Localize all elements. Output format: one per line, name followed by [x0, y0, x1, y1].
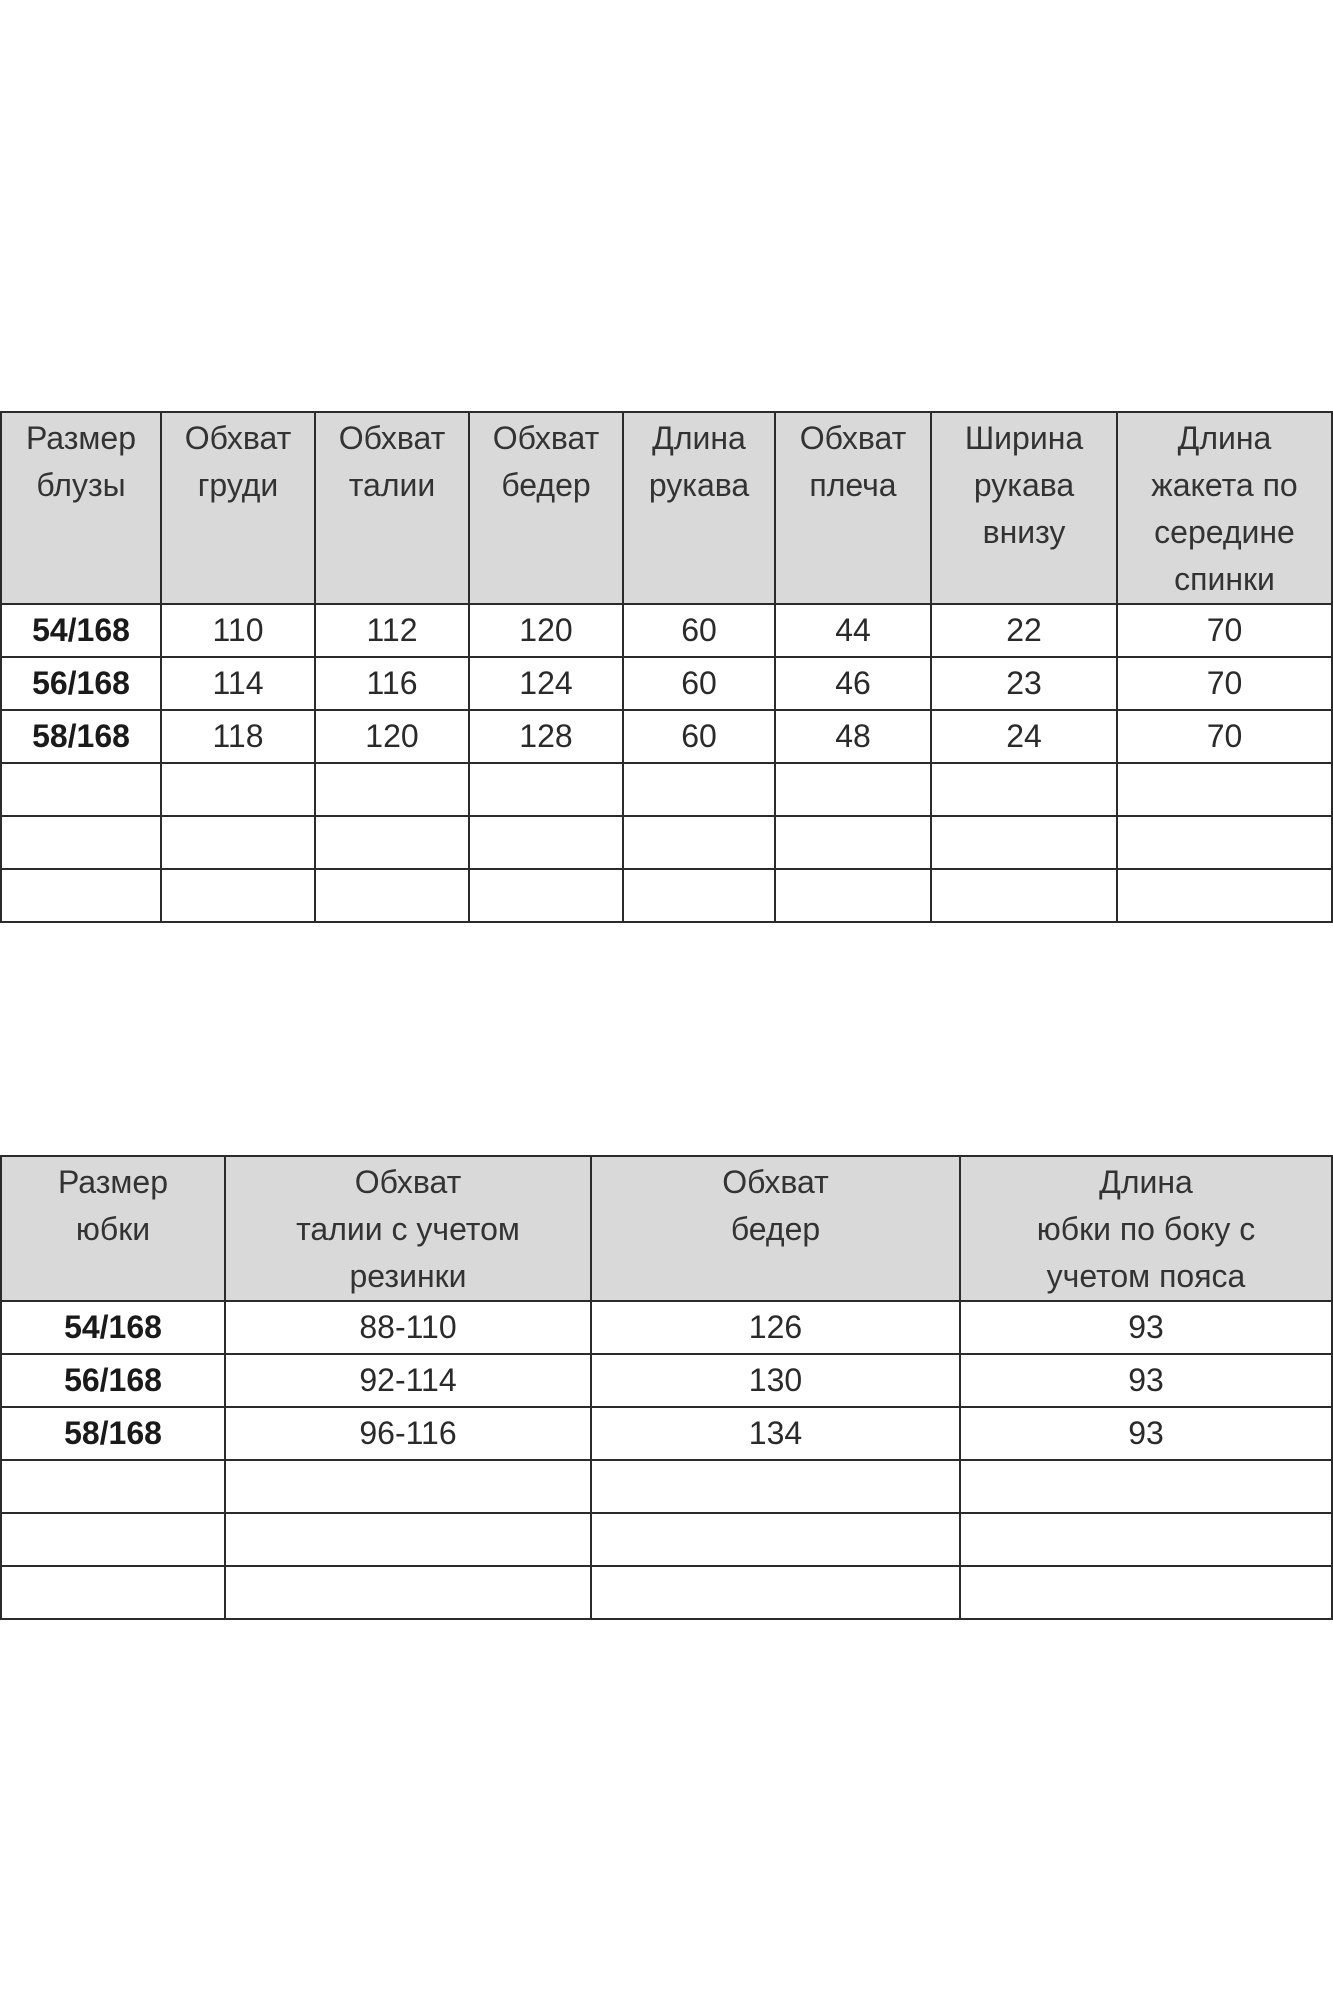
table-cell: 93 — [960, 1354, 1332, 1407]
table-cell: 120 — [315, 710, 469, 763]
header-sleeve-width-bottom: Ширина рукава внизу — [931, 412, 1117, 604]
size-cell — [1, 1566, 225, 1619]
table-cell: 118 — [161, 710, 315, 763]
table-row — [1, 869, 1332, 922]
size-cell: 56/168 — [1, 1354, 225, 1407]
table-cell — [1117, 763, 1332, 816]
size-cell — [1, 816, 161, 869]
table-cell: 93 — [960, 1301, 1332, 1354]
table-cell: 22 — [931, 604, 1117, 657]
table-cell — [775, 763, 931, 816]
table-cell: 92-114 — [225, 1354, 591, 1407]
table-row — [1, 1460, 1332, 1513]
table-cell: 44 — [775, 604, 931, 657]
table-cell — [623, 869, 775, 922]
header-shoulder-girth: Обхват плеча — [775, 412, 931, 604]
header-skirt-hip-girth: Обхват бедер — [591, 1156, 960, 1301]
size-cell — [1, 1513, 225, 1566]
table-cell — [161, 869, 315, 922]
header-skirt-side-length: Длина юбки по боку с учетом пояса — [960, 1156, 1332, 1301]
table-cell — [225, 1460, 591, 1513]
table-cell: 128 — [469, 710, 623, 763]
table-row — [1, 1354, 1332, 1407]
table-cell — [775, 816, 931, 869]
skirt-size-table — [0, 1155, 1333, 1620]
table-row — [1, 1513, 1332, 1566]
table-cell: 130 — [591, 1354, 960, 1407]
table-cell — [225, 1566, 591, 1619]
table-cell — [1117, 869, 1332, 922]
table-cell — [960, 1566, 1332, 1619]
table-cell: 124 — [469, 657, 623, 710]
table-cell: 96-116 — [225, 1407, 591, 1460]
table-cell: 112 — [315, 604, 469, 657]
size-cell: 58/168 — [1, 710, 161, 763]
table-cell — [469, 763, 623, 816]
table-row — [1, 657, 1332, 710]
table-cell — [161, 816, 315, 869]
header-sleeve-length: Длина рукава — [623, 412, 775, 604]
table-cell: 70 — [1117, 657, 1332, 710]
size-cell — [1, 869, 161, 922]
table-cell: 23 — [931, 657, 1117, 710]
table-row — [1, 1301, 1332, 1354]
table-cell — [225, 1513, 591, 1566]
header-skirt-size: Размер юбки — [1, 1156, 225, 1301]
header-blouse-size: Размер блузы — [1, 412, 161, 604]
size-cell: 58/168 — [1, 1407, 225, 1460]
table-cell — [469, 816, 623, 869]
table-row — [1, 1566, 1332, 1619]
table-cell — [591, 1566, 960, 1619]
skirt-header-row — [1, 1156, 1332, 1301]
table-cell — [623, 763, 775, 816]
table-cell — [315, 763, 469, 816]
table-cell: 120 — [469, 604, 623, 657]
size-cell: 54/168 — [1, 1301, 225, 1354]
table-row — [1, 710, 1332, 763]
table-cell — [931, 816, 1117, 869]
table-cell: 60 — [623, 710, 775, 763]
table-cell: 60 — [623, 604, 775, 657]
size-cell: 56/168 — [1, 657, 161, 710]
table-row — [1, 604, 1332, 657]
table-cell: 48 — [775, 710, 931, 763]
table-row — [1, 763, 1332, 816]
table-cell: 70 — [1117, 604, 1332, 657]
table-cell — [931, 763, 1117, 816]
blouse-header-row — [1, 412, 1332, 604]
blouse-size-table — [0, 411, 1333, 923]
table-cell: 88-110 — [225, 1301, 591, 1354]
table-cell: 93 — [960, 1407, 1332, 1460]
header-waist-with-elastic: Обхват талии с учетом резинки — [225, 1156, 591, 1301]
table-cell — [315, 816, 469, 869]
table-cell — [775, 869, 931, 922]
table-cell: 46 — [775, 657, 931, 710]
table-row — [1, 1407, 1332, 1460]
header-chest-girth: Обхват груди — [161, 412, 315, 604]
table-cell: 134 — [591, 1407, 960, 1460]
table-cell — [1117, 816, 1332, 869]
table-cell: 126 — [591, 1301, 960, 1354]
table-cell — [960, 1513, 1332, 1566]
table-cell: 24 — [931, 710, 1117, 763]
table-cell — [469, 869, 623, 922]
size-cell — [1, 1460, 225, 1513]
table-cell — [315, 869, 469, 922]
header-waist-girth: Обхват талии — [315, 412, 469, 604]
size-cell: 54/168 — [1, 604, 161, 657]
table-cell — [623, 816, 775, 869]
table-row — [1, 816, 1332, 869]
header-hip-girth: Обхват бедер — [469, 412, 623, 604]
table-cell — [591, 1513, 960, 1566]
table-cell — [591, 1460, 960, 1513]
table-cell: 114 — [161, 657, 315, 710]
header-jacket-length: Длина жакета по середине спинки — [1117, 412, 1332, 604]
table-cell: 116 — [315, 657, 469, 710]
table-cell: 70 — [1117, 710, 1332, 763]
table-cell: 60 — [623, 657, 775, 710]
table-cell — [161, 763, 315, 816]
table-cell — [960, 1460, 1332, 1513]
table-cell: 110 — [161, 604, 315, 657]
table-cell — [931, 869, 1117, 922]
size-cell — [1, 763, 161, 816]
